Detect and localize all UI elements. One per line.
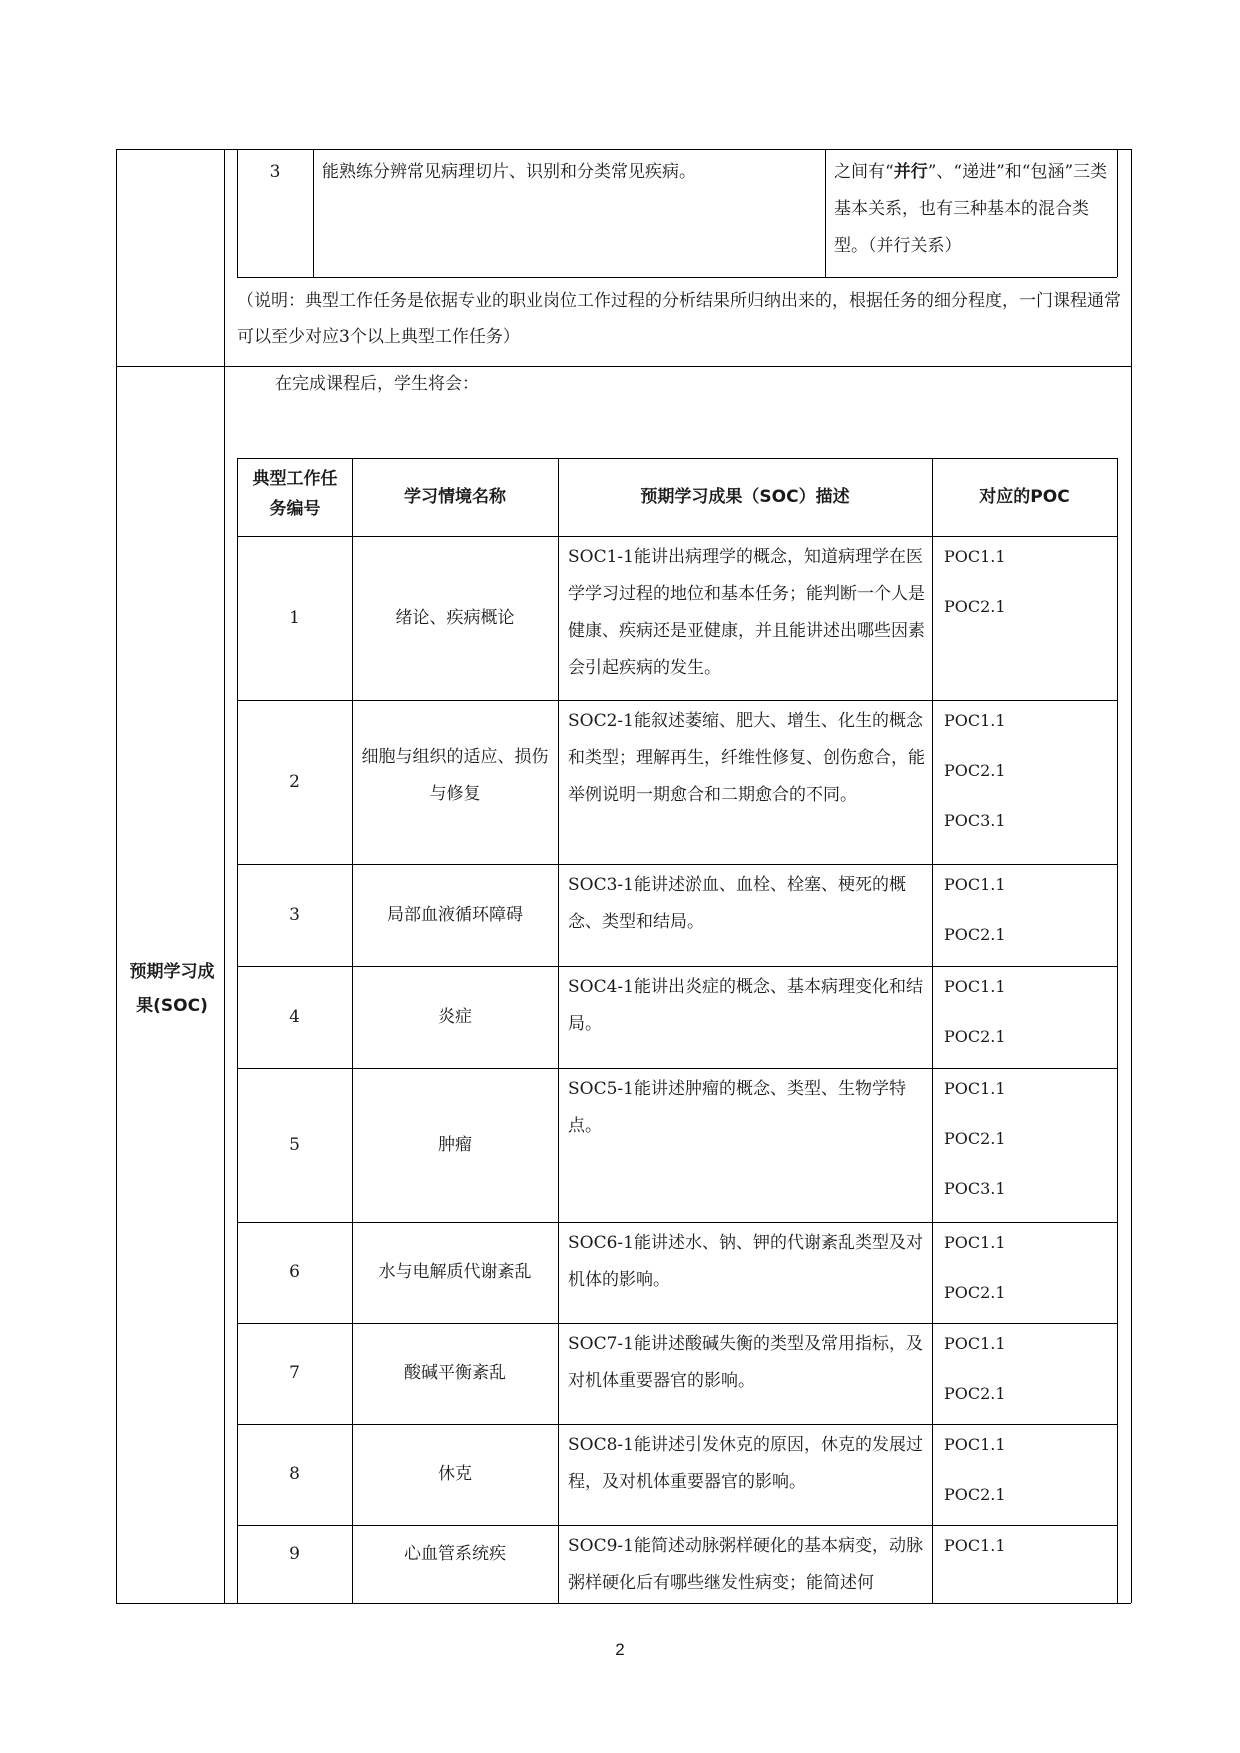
soc-side-label: 预期学习成果(SOC) bbox=[129, 962, 215, 1016]
col-header-poc: 对应的POC bbox=[979, 487, 1070, 507]
row-soc-desc: SOC9-1能简述动脉粥样硬化的基本病变，动脉粥样硬化后有哪些继发性病变；能简述何 bbox=[568, 1536, 923, 1593]
outer-top-border bbox=[116, 149, 1131, 150]
row-soc-desc: SOC3-1能讲述淤血、血栓、栓塞、梗死的概念、类型和结局。 bbox=[568, 875, 906, 932]
top-row-relation bbox=[834, 154, 1110, 265]
row-scenario: 休克 bbox=[438, 1464, 472, 1484]
row-number: 6 bbox=[289, 1262, 300, 1282]
row-poc: POC1.1 bbox=[944, 1233, 1006, 1252]
soc-intro: 在完成课程后，学生将会： bbox=[275, 374, 479, 394]
row-scenario: 酸碱平衡紊乱 bbox=[404, 1363, 506, 1383]
row-soc-desc: SOC8-1能讲述引发休克的原因，休克的发展过程，及对机体重要器官的影响。 bbox=[568, 1435, 923, 1492]
row-number: 3 bbox=[289, 905, 300, 925]
row-poc: POC2.1 bbox=[944, 761, 1006, 780]
col-header-scenario: 学习情境名称 bbox=[404, 487, 506, 507]
row-poc: POC3.1 bbox=[944, 1179, 1006, 1198]
top-row-task: 能熟练分辨常见病理切片、识别和分类常见疾病。 bbox=[322, 162, 696, 182]
row-number: 7 bbox=[289, 1363, 300, 1383]
row-poc: POC1.1 bbox=[944, 875, 1006, 894]
row-number: 9 bbox=[289, 1544, 300, 1564]
row-soc-desc: SOC4-1能讲出炎症的概念、基本病理变化和结局。 bbox=[568, 977, 923, 1034]
outer-bottom-border bbox=[116, 1603, 1131, 1604]
row-scenario: 水与电解质代谢紊乱 bbox=[378, 1262, 532, 1282]
row-poc: POC1.1 bbox=[944, 547, 1006, 566]
relation-post: ”、“递进”和“包涵”三类基本关系，也有三种基本的混合类型。（并行关系） bbox=[834, 162, 1108, 256]
row-soc-desc: SOC6-1能讲述水、钠、钾的代谢紊乱类型及对机体的影响。 bbox=[568, 1233, 923, 1290]
row-poc: POC1.1 bbox=[944, 1334, 1006, 1353]
task-note: （说明：典型工作任务是依据专业的职业岗位工作过程的分析结果所归纳出来的，根据任务的细分程度，一门课程通常可以至少对应3个以上典型工作任务） bbox=[237, 291, 1121, 347]
row-soc-desc: SOC2-1能叙述萎缩、肥大、增生、化生的概念和类型；理解再生，纤维性修复、创伤愈合，能举例说明一期愈合和二期愈合的不同。 bbox=[568, 711, 925, 805]
row-poc: POC2.1 bbox=[944, 925, 1006, 944]
row-soc-desc: SOC7-1能讲述酸碱失衡的类型及常用指标，及对机体重要器官的影响。 bbox=[568, 1334, 923, 1391]
row-poc: POC1.1 bbox=[944, 711, 1006, 730]
outer-left-border bbox=[116, 149, 117, 1603]
row-number: 4 bbox=[289, 1007, 300, 1027]
col-header-task-number: 典型工作任务编号 bbox=[252, 469, 338, 519]
row-number: 2 bbox=[289, 772, 300, 792]
row-soc-desc: SOC1-1能讲出病理学的概念，知道病理学在医学学习过程的地位和基本任务；能判断一个人是健康、疾病还是亚健康，并且能讲述出哪些因素会引起疾病的发生。 bbox=[568, 547, 925, 678]
page-number: 2 bbox=[615, 1640, 625, 1659]
row-number: 5 bbox=[289, 1135, 300, 1155]
row-poc: POC2.1 bbox=[944, 597, 1006, 616]
row-scenario: 心血管系统疾 bbox=[404, 1544, 506, 1564]
row-scenario: 局部血液循环障碍 bbox=[387, 905, 523, 925]
outer-mid-border bbox=[116, 366, 1131, 367]
row-poc: POC2.1 bbox=[944, 1027, 1006, 1046]
row-scenario: 细胞与组织的适应、损伤与修复 bbox=[361, 747, 549, 804]
row-poc: POC1.1 bbox=[944, 977, 1006, 996]
row-poc: POC1.1 bbox=[944, 1079, 1006, 1098]
row-soc-desc: SOC5-1能讲述肿瘤的概念、类型、生物学特点。 bbox=[568, 1079, 906, 1136]
outer-divider bbox=[224, 149, 225, 1603]
row-poc: POC3.1 bbox=[944, 811, 1006, 830]
relation-bold: 并行 bbox=[893, 162, 928, 182]
row-scenario: 肿瘤 bbox=[438, 1135, 472, 1155]
row-poc: POC1.1 bbox=[944, 1536, 1006, 1555]
outer-right-border bbox=[1131, 149, 1132, 1603]
row-poc: POC2.1 bbox=[944, 1283, 1006, 1302]
row-poc: POC2.1 bbox=[944, 1485, 1006, 1504]
row-scenario: 绪论、疾病概论 bbox=[395, 608, 515, 628]
row-scenario: 炎症 bbox=[438, 1007, 472, 1027]
col-header-soc: 预期学习成果（SOC）描述 bbox=[640, 487, 850, 507]
relation-pre: 之间有“ bbox=[834, 162, 894, 182]
top-row-number: 3 bbox=[269, 162, 281, 182]
row-poc: POC2.1 bbox=[944, 1384, 1006, 1403]
row-number: 1 bbox=[289, 608, 300, 628]
row-poc: POC2.1 bbox=[944, 1129, 1006, 1148]
row-number: 8 bbox=[289, 1464, 300, 1484]
row-poc: POC1.1 bbox=[944, 1435, 1006, 1454]
